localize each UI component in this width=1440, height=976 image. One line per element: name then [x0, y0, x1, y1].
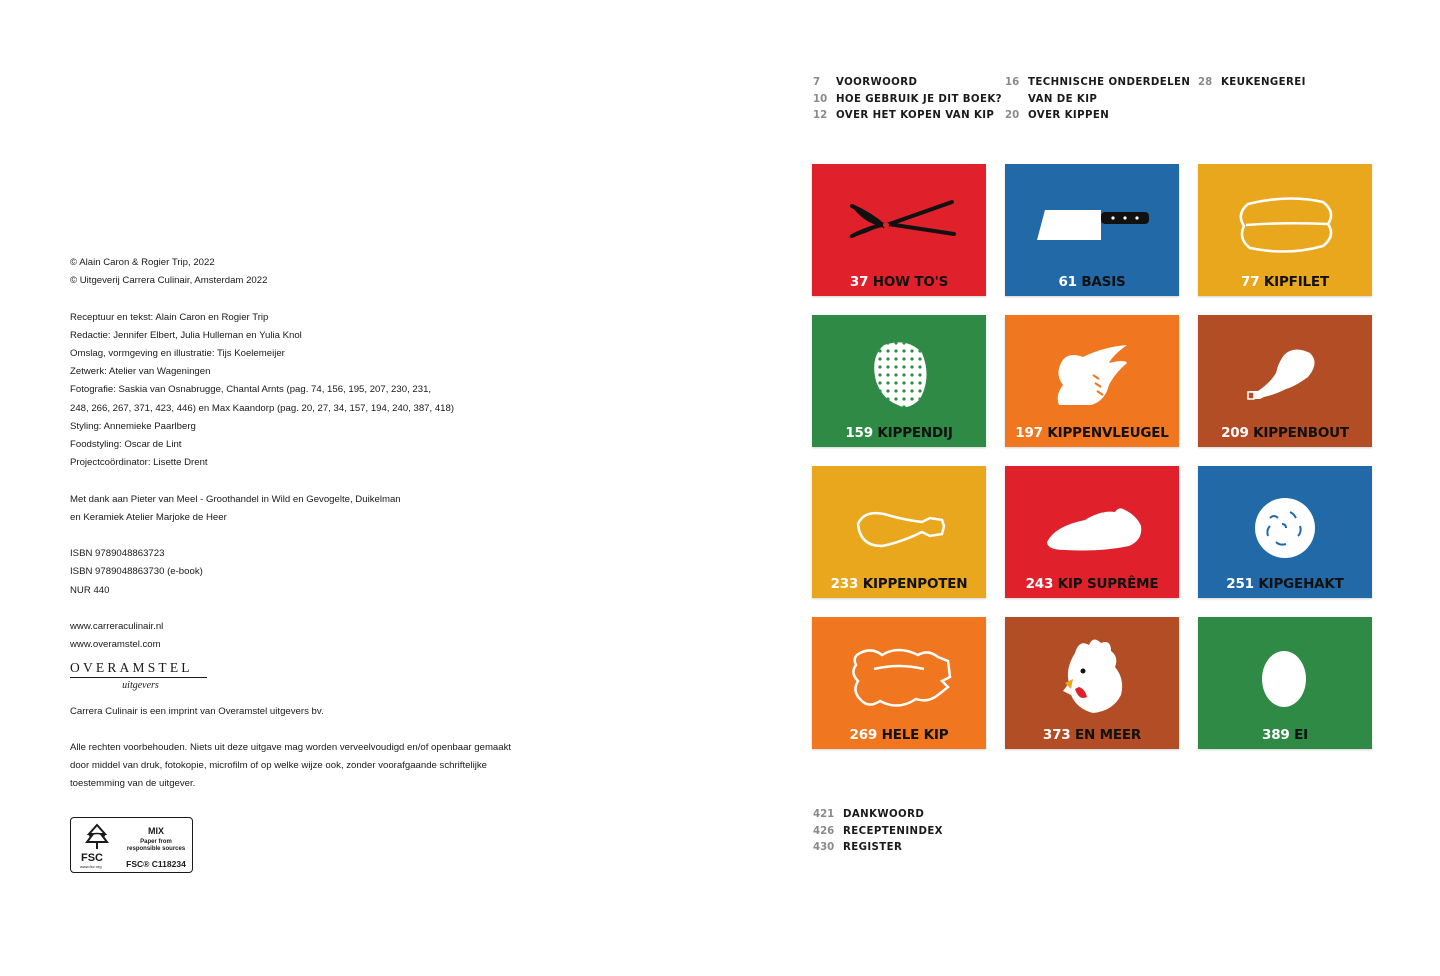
toc-page: 12: [813, 110, 828, 121]
tile-page: 243: [1025, 576, 1054, 592]
tile-how-tos[interactable]: [812, 164, 986, 296]
fsc-subtitle-line: Paper from: [140, 839, 172, 845]
tile-basis[interactable]: [1005, 164, 1179, 296]
toc-page: 16: [1005, 77, 1020, 88]
tile-page: 389: [1262, 727, 1290, 743]
thanks-block: [70, 491, 540, 527]
tile-caption: [1005, 576, 1179, 592]
tile-title: KIPPENPOTEN: [862, 576, 968, 592]
toc-column-2: [1005, 75, 1190, 125]
toc-title: OVER HET KOPEN VAN KIP: [836, 110, 995, 121]
tile-caption: [812, 576, 986, 592]
tile-page: 233: [830, 576, 859, 592]
copyright-line: © Uitgeverij Carrera Culinair, Amsterdam 2022: [70, 275, 268, 287]
tile-en-meer[interactable]: [1005, 617, 1179, 749]
toc-title: REGISTER: [843, 842, 903, 853]
credit-line: Zetwerk: Atelier van Wageningen: [70, 366, 211, 378]
toc-title: OVER KIPPEN: [1028, 110, 1110, 121]
tile-caption: [812, 274, 986, 290]
toc-column-1: [813, 75, 1002, 125]
credit-line: 248, 266, 267, 371, 423, 446) en Max Kaandorp (pag. 20, 27, 34, 157, 194, 240, 387, 418): [70, 402, 455, 414]
nur-line: NUR 440: [70, 584, 110, 596]
tile-title: EI: [1294, 727, 1308, 743]
rights-line: toestemming van de uitgever.: [70, 778, 196, 790]
tile-title: KIPPENBOUT: [1253, 425, 1349, 441]
tile-title: HOW TO'S: [872, 274, 949, 290]
website-link[interactable]: www.overamstel.com: [70, 639, 161, 651]
toc-title: VOORWOORD: [836, 77, 918, 88]
publisher-logo: [70, 660, 207, 691]
rights-block: [70, 739, 511, 794]
toc-entry[interactable]: [813, 75, 1002, 92]
toc-entry-continued: [1005, 92, 1190, 109]
tile-caption: [1005, 727, 1179, 743]
tile-hele-kip[interactable]: [812, 617, 986, 749]
isbn-block: [70, 545, 540, 600]
toc-bottom: [813, 807, 943, 857]
credit-line: Foodstyling: Oscar de Lint: [70, 439, 182, 451]
thanks-line: en Keramiek Atelier Marjoke de Heer: [70, 511, 227, 523]
fsc-tree-icon: [79, 822, 115, 852]
credit-line: Projectcoördinator: Lisette Drent: [70, 457, 208, 469]
isbn-line: ISBN 9789048863723: [70, 548, 165, 560]
fsc-mix: MIX: [147, 826, 164, 836]
tile-caption: [1005, 425, 1179, 441]
tile-title: KIPFILET: [1263, 274, 1329, 290]
publisher-name: OVERAMSTEL: [70, 660, 193, 675]
tile-title: EN MEER: [1075, 727, 1142, 743]
toc-page: 20: [1005, 110, 1020, 121]
copyright-block: [70, 254, 540, 290]
tile-page: 251: [1226, 576, 1254, 592]
toc-page: 430: [813, 842, 835, 853]
credit-line: Omslag, vormgeving en illustratie: Tijs Koelemeijer: [70, 348, 285, 359]
publisher-sub: uitgevers: [122, 680, 159, 691]
fsc-word: FSC: [81, 852, 103, 864]
toc-page: 421: [813, 809, 835, 820]
fsc-label: [70, 817, 193, 873]
fsc-subtitle: [119, 839, 193, 853]
credit-line: Receptuur en tekst: Alain Caron en Rogier Trip: [70, 311, 269, 323]
toc-entry[interactable]: [813, 108, 1002, 125]
toc-title: DANKWOORD: [843, 809, 925, 820]
isbn-line: ISBN 9789048863730 (e-book): [70, 566, 203, 578]
toc-page: 28: [1198, 77, 1213, 88]
tile-page: 373: [1042, 727, 1071, 743]
toc-entry[interactable]: [813, 840, 943, 857]
thanks-line: Met dank aan Pieter van Meel - Groothandel in Wild en Gevogelte, Duikelman: [70, 493, 401, 505]
tile-title: BASIS: [1081, 274, 1126, 290]
tile-caption: [1198, 425, 1372, 441]
toc-entry[interactable]: [1005, 75, 1190, 92]
tile-ei[interactable]: [1198, 617, 1372, 749]
imprint-line: Carrera Culinair is een imprint van Overamstel uitgevers bv.: [70, 706, 324, 717]
tile-kipgehakt[interactable]: [1198, 466, 1372, 598]
toc-title: KEUKENGEREI: [1221, 77, 1306, 88]
toc-entry[interactable]: [813, 92, 1002, 109]
tile-title: KIPPENDIJ: [877, 425, 953, 441]
fsc-code: FSC® C118234: [126, 859, 186, 869]
fsc-url: www.fsc.org: [80, 864, 102, 869]
toc-column-3: [1198, 75, 1306, 92]
toc-title: HOE GEBRUIK JE DIT BOEK?: [836, 93, 1002, 105]
toc-entry[interactable]: [1198, 75, 1306, 92]
tile-caption: [812, 425, 986, 441]
tile-title: KIPGEHAKT: [1258, 576, 1344, 592]
publisher-rule: [70, 677, 207, 678]
tile-kip-supreme[interactable]: [1005, 466, 1179, 598]
toc-page: 426: [813, 825, 835, 837]
rights-line: door middel van druk, fotokopie, microfilm of op welke wijze ook, zonder voorafgaande schriftelijke: [70, 760, 488, 772]
colophon: [70, 254, 540, 673]
toc-title-continued: VAN DE KIP: [1028, 93, 1098, 105]
tile-page: 159: [845, 425, 873, 441]
credit-line: Fotografie: Saskia van Osnabrugge, Chantal Arnts (pag. 74, 156, 195, 207, 230, 231,: [70, 384, 432, 396]
toc-entry[interactable]: [1005, 108, 1190, 125]
toc-page: 7: [813, 77, 821, 88]
tile-page: 197: [1015, 425, 1043, 441]
tile-kippendij[interactable]: [812, 315, 986, 447]
tile-caption: [1198, 727, 1372, 743]
tile-title: HELE KIP: [881, 727, 949, 743]
copyright-line: © Alain Caron & Rogier Trip, 2022: [70, 257, 215, 268]
credit-line: Styling: Annemieke Paarlberg: [70, 420, 196, 432]
tile-title: KIPPENVLEUGEL: [1047, 425, 1169, 441]
rights-line: Alle rechten voorbehouden. Niets uit deze uitgave mag worden verveelvoudigd en/of openbaar gemaakt: [70, 742, 512, 753]
fsc-subtitle-line: responsible sources: [126, 846, 186, 852]
tile-caption: [1198, 274, 1372, 290]
toc-page: 10: [813, 93, 828, 105]
toc-title: TECHNISCHE ONDERDELEN: [1028, 77, 1191, 88]
tile-page: 77: [1241, 274, 1260, 290]
tile-title: KIP SUPRÊME: [1057, 576, 1159, 592]
website-link[interactable]: www.carreraculinair.nl: [70, 621, 164, 632]
websites-block: [70, 618, 540, 654]
tile-page: 37: [849, 274, 869, 290]
tile-caption: [812, 727, 986, 743]
tile-kipfilet[interactable]: [1198, 164, 1372, 296]
tile-kippenpoten[interactable]: [812, 466, 986, 598]
toc-title: RECEPTENINDEX: [843, 825, 943, 837]
tile-page: 61: [1058, 274, 1077, 290]
tile-kippenbout[interactable]: [1198, 315, 1372, 447]
tile-kippenvleugel[interactable]: [1005, 315, 1179, 447]
toc-entry[interactable]: [813, 824, 943, 841]
toc-entry[interactable]: [813, 807, 943, 824]
tile-page: 269: [849, 727, 878, 743]
credit-line: Redactie: Jennifer Elbert, Julia Hulleman en Yulia Knol: [70, 329, 302, 341]
credits-block: [70, 309, 540, 473]
tile-caption: [1005, 274, 1179, 290]
tile-page: 209: [1221, 425, 1249, 441]
tile-caption: [1198, 576, 1372, 592]
